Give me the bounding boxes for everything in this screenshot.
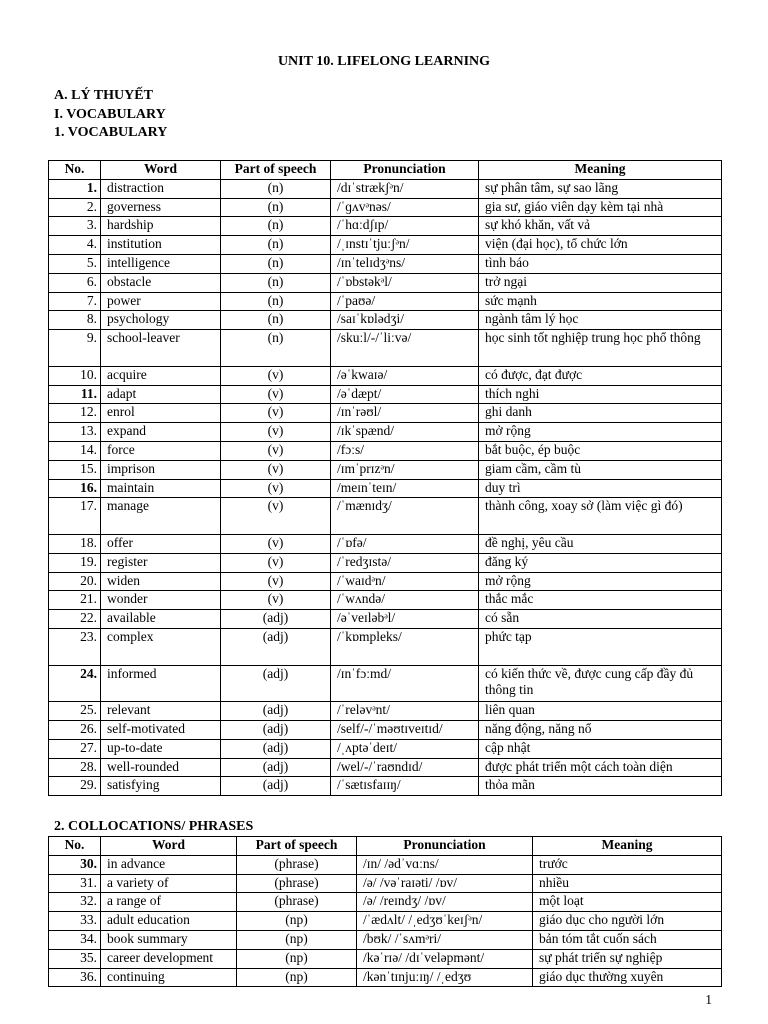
pronunciation-cell: /ˈsætɪsfaɪɪŋ/ (331, 777, 479, 796)
pronunciation-cell: /əˈkwaɪə/ (331, 366, 479, 385)
number-cell: 9. (49, 330, 101, 367)
table-row (49, 179, 722, 198)
meaning-cell: sự phát triển sự nghiệp (533, 949, 722, 968)
meaning-cell: thắc mắc (479, 591, 722, 610)
number-cell: 13. (49, 423, 101, 442)
meaning-cell: cập nhật (479, 739, 722, 758)
pronunciation-cell: /fɔːs/ (331, 441, 479, 460)
pronunciation-cell: /ˌʌptəˈdeɪt/ (331, 739, 479, 758)
number-cell: 21. (49, 591, 101, 610)
word-cell: expand (101, 423, 221, 442)
pronunciation-cell: /ˈwaɪdᵊn/ (331, 572, 479, 591)
pronunciation-cell: /saɪˈkɒlədʒi/ (331, 311, 479, 330)
word-cell: distraction (101, 179, 221, 198)
pronunciation-cell: /ə/ /vəˈraɪəti/ /ɒv/ (357, 874, 533, 893)
part-of-speech-cell: (n) (221, 273, 331, 292)
part-of-speech-cell: (np) (237, 949, 357, 968)
meaning-cell: bản tóm tắt cuốn sách (533, 930, 722, 949)
meaning-cell: ghi danh (479, 404, 722, 423)
number-cell: 27. (49, 739, 101, 758)
pronunciation-cell: /meɪnˈteɪn/ (331, 479, 479, 498)
meaning-cell: sự khó khăn, vất vả (479, 217, 722, 236)
part-of-speech-cell: (np) (237, 930, 357, 949)
part-of-speech-cell: (n) (221, 330, 331, 367)
number-cell: 6. (49, 273, 101, 292)
table-row (49, 591, 722, 610)
meaning-cell: có sẵn (479, 610, 722, 629)
pronunciation-cell: /əˈdæpt/ (331, 385, 479, 404)
meaning-cell: có được, đạt được (479, 366, 722, 385)
word-cell: adult education (101, 912, 237, 931)
meaning-cell: trước (533, 855, 722, 874)
part-of-speech-cell: (n) (221, 198, 331, 217)
table-row (49, 330, 722, 367)
table-row (49, 874, 722, 893)
word-cell: offer (101, 534, 221, 553)
word-cell: widen (101, 572, 221, 591)
number-cell: 26. (49, 720, 101, 739)
word-cell: maintain (101, 479, 221, 498)
word-cell: book summary (101, 930, 237, 949)
table-row (49, 441, 722, 460)
word-cell: relevant (101, 702, 221, 721)
table-row (49, 254, 722, 273)
part-of-speech-cell: (v) (221, 572, 331, 591)
word-cell: intelligence (101, 254, 221, 273)
table-row (49, 423, 722, 442)
pronunciation-cell: /ɪkˈspænd/ (331, 423, 479, 442)
part-of-speech-cell: (phrase) (237, 874, 357, 893)
number-cell: 28. (49, 758, 101, 777)
pronunciation-cell: /bʊk/ /ˈsʌmᵊri/ (357, 930, 533, 949)
pronunciation-cell: /wel/-/ˈraʊndɪd/ (331, 758, 479, 777)
number-cell: 4. (49, 236, 101, 255)
meaning-cell: giáo dục thường xuyên (533, 968, 722, 987)
pronunciation-cell: /ˌɪnstɪˈtjuːʃᵊn/ (331, 236, 479, 255)
number-cell: 33. (49, 912, 101, 931)
pronunciation-cell: /ə/ /reɪndʒ/ /ɒv/ (357, 893, 533, 912)
number-cell: 17. (49, 498, 101, 535)
number-cell: 11. (49, 385, 101, 404)
word-cell: well-rounded (101, 758, 221, 777)
part-of-speech-cell: (v) (221, 404, 331, 423)
part-of-speech-cell: (n) (221, 292, 331, 311)
meaning-cell: được phát triển một cách toàn diện (479, 758, 722, 777)
word-cell: adapt (101, 385, 221, 404)
part-of-speech-cell: (adj) (221, 628, 331, 665)
number-cell: 14. (49, 441, 101, 460)
part-of-speech-cell: (v) (221, 385, 331, 404)
word-cell: register (101, 553, 221, 572)
meaning-cell: thích nghi (479, 385, 722, 404)
number-cell: 25. (49, 702, 101, 721)
pronunciation-cell: /ˈhɑːdʃɪp/ (331, 217, 479, 236)
part-of-speech-cell: (v) (221, 553, 331, 572)
column-header-word: Word (101, 161, 221, 180)
number-cell: 34. (49, 930, 101, 949)
table-row (49, 572, 722, 591)
word-cell: institution (101, 236, 221, 255)
part-of-speech-cell: (n) (221, 311, 331, 330)
table-row (49, 217, 722, 236)
table-row (49, 739, 722, 758)
pronunciation-cell: /ˈreləvᵊnt/ (331, 702, 479, 721)
number-cell: 20. (49, 572, 101, 591)
number-cell: 29. (49, 777, 101, 796)
column-header-number: No. (49, 161, 101, 180)
meaning-cell: thành công, xoay sở (làm việc gì đó) (479, 498, 722, 535)
vocabulary-table (48, 160, 722, 796)
table-row (49, 912, 722, 931)
table-row (49, 553, 722, 572)
part-of-speech-cell: (v) (221, 460, 331, 479)
number-cell: 24. (49, 665, 101, 702)
table-row (49, 498, 722, 535)
number-cell: 16. (49, 479, 101, 498)
number-cell: 15. (49, 460, 101, 479)
page-number: 1 (705, 992, 712, 1007)
word-cell: in advance (101, 855, 237, 874)
number-cell: 32. (49, 893, 101, 912)
section-heading-1: 1. VOCABULARY (54, 125, 168, 140)
word-cell: imprison (101, 460, 221, 479)
part-of-speech-cell: (np) (237, 968, 357, 987)
word-cell: available (101, 610, 221, 629)
part-of-speech-cell: (adj) (221, 665, 331, 702)
column-header-pronunciation: Pronunciation (331, 161, 479, 180)
meaning-cell: giam cầm, cầm tù (479, 460, 722, 479)
word-cell: up-to-date (101, 739, 221, 758)
number-cell: 30. (49, 855, 101, 874)
pronunciation-cell: /dɪˈstrækʃᵊn/ (331, 179, 479, 198)
table-row (49, 534, 722, 553)
number-cell: 5. (49, 254, 101, 273)
word-cell: school-leaver (101, 330, 221, 367)
pronunciation-cell: /ɪn/ /ədˈvɑːns/ (357, 855, 533, 874)
pronunciation-cell: /ˈædʌlt/ /ˌedʒʊˈkeɪʃᵊn/ (357, 912, 533, 931)
part-of-speech-cell: (v) (221, 534, 331, 553)
part-of-speech-cell: (adj) (221, 758, 331, 777)
table-row (49, 893, 722, 912)
part-of-speech-cell: (n) (221, 254, 331, 273)
number-cell: 7. (49, 292, 101, 311)
word-cell: enrol (101, 404, 221, 423)
part-of-speech-cell: (v) (221, 423, 331, 442)
section-heading-i: I. VOCABULARY (54, 107, 166, 122)
part-of-speech-cell: (v) (221, 479, 331, 498)
meaning-cell: mở rộng (479, 423, 722, 442)
meaning-cell: mở rộng (479, 572, 722, 591)
table-row (49, 777, 722, 796)
word-cell: a variety of (101, 874, 237, 893)
meaning-cell: ngành tâm lý học (479, 311, 722, 330)
part-of-speech-cell: (adj) (221, 739, 331, 758)
number-cell: 18. (49, 534, 101, 553)
pronunciation-cell: /ˈɒfə/ (331, 534, 479, 553)
part-of-speech-cell: (phrase) (237, 855, 357, 874)
collocations-table (48, 836, 722, 987)
part-of-speech-cell: (adj) (221, 610, 331, 629)
word-cell: manage (101, 498, 221, 535)
meaning-cell: sự phân tâm, sự sao lãng (479, 179, 722, 198)
pronunciation-cell: /ˈɒbstəkᵊl/ (331, 273, 479, 292)
column-header-word: Word (101, 837, 237, 856)
number-cell: 8. (49, 311, 101, 330)
meaning-cell: duy trì (479, 479, 722, 498)
number-cell: 36. (49, 968, 101, 987)
number-cell: 1. (49, 179, 101, 198)
table-row (49, 236, 722, 255)
number-cell: 35. (49, 949, 101, 968)
word-cell: acquire (101, 366, 221, 385)
column-header-part-of-speech: Part of speech (221, 161, 331, 180)
word-cell: wonder (101, 591, 221, 610)
word-cell: governess (101, 198, 221, 217)
table-row (49, 404, 722, 423)
part-of-speech-cell: (adj) (221, 777, 331, 796)
meaning-cell: đăng ký (479, 553, 722, 572)
number-cell: 12. (49, 404, 101, 423)
word-cell: self-motivated (101, 720, 221, 739)
table-row (49, 968, 722, 987)
pronunciation-cell: /əˈveɪləbᵊl/ (331, 610, 479, 629)
part-of-speech-cell: (v) (221, 366, 331, 385)
meaning-cell: có kiến thức về, được cung cấp đầy đủ thông tin (479, 665, 722, 702)
word-cell: complex (101, 628, 221, 665)
pronunciation-cell: /ˈkɒmpleks/ (331, 628, 479, 665)
part-of-speech-cell: (v) (221, 591, 331, 610)
meaning-cell: giáo dục cho người lớn (533, 912, 722, 931)
part-of-speech-cell: (np) (237, 912, 357, 931)
number-cell: 2. (49, 198, 101, 217)
part-of-speech-cell: (v) (221, 441, 331, 460)
table-row (49, 311, 722, 330)
meaning-cell: sức mạnh (479, 292, 722, 311)
meaning-cell: một loạt (533, 893, 722, 912)
column-header-meaning: Meaning (479, 161, 722, 180)
word-cell: satisfying (101, 777, 221, 796)
table-row (49, 273, 722, 292)
meaning-cell: nhiều (533, 874, 722, 893)
table-row (49, 855, 722, 874)
number-cell: 19. (49, 553, 101, 572)
meaning-cell: phức tạp (479, 628, 722, 665)
meaning-cell: thỏa mãn (479, 777, 722, 796)
pronunciation-cell: /ɪmˈprɪzᵊn/ (331, 460, 479, 479)
pronunciation-cell: /self/-/ˈməʊtɪveɪtɪd/ (331, 720, 479, 739)
table-row (49, 610, 722, 629)
pronunciation-cell: /skuːl/-/ˈliːvə/ (331, 330, 479, 367)
word-cell: power (101, 292, 221, 311)
meaning-cell: viện (đại học), tổ chức lớn (479, 236, 722, 255)
table-row (49, 479, 722, 498)
word-cell: a range of (101, 893, 237, 912)
section-heading-2: 2. COLLOCATIONS/ PHRASES (54, 819, 254, 834)
meaning-cell: đề nghị, yêu cầu (479, 534, 722, 553)
pronunciation-cell: /ˈmænɪdʒ/ (331, 498, 479, 535)
page-title: UNIT 10. LIFELONG LEARNING (277, 54, 491, 69)
part-of-speech-cell: (phrase) (237, 893, 357, 912)
part-of-speech-cell: (n) (221, 179, 331, 198)
pronunciation-cell: /ɪnˈrəʊl/ (331, 404, 479, 423)
table-row (49, 930, 722, 949)
pronunciation-cell: /ɪnˈfɔːmd/ (331, 665, 479, 702)
meaning-cell: tình báo (479, 254, 722, 273)
part-of-speech-cell: (v) (221, 498, 331, 535)
column-header-pronunciation: Pronunciation (357, 837, 533, 856)
table-row (49, 292, 722, 311)
column-header-number: No. (49, 837, 101, 856)
meaning-cell: gia sư, giáo viên dạy kèm tại nhà (479, 198, 722, 217)
meaning-cell: học sinh tốt nghiệp trung học phổ thông (479, 330, 722, 367)
number-cell: 31. (49, 874, 101, 893)
table-row (49, 949, 722, 968)
meaning-cell: năng động, năng nổ (479, 720, 722, 739)
pronunciation-cell: /ˈwʌndə/ (331, 591, 479, 610)
table-row (49, 460, 722, 479)
word-cell: force (101, 441, 221, 460)
column-header-part-of-speech: Part of speech (237, 837, 357, 856)
meaning-cell: liên quan (479, 702, 722, 721)
section-heading-a: A. LÝ THUYẾT (54, 88, 153, 103)
part-of-speech-cell: (adj) (221, 720, 331, 739)
number-cell: 22. (49, 610, 101, 629)
meaning-cell: bắt buộc, ép buộc (479, 441, 722, 460)
table-row (49, 198, 722, 217)
table-row (49, 628, 722, 665)
word-cell: psychology (101, 311, 221, 330)
word-cell: hardship (101, 217, 221, 236)
table-row (49, 665, 722, 702)
table-row (49, 720, 722, 739)
table-row (49, 366, 722, 385)
word-cell: obstacle (101, 273, 221, 292)
table-row (49, 758, 722, 777)
table-row (49, 385, 722, 404)
word-cell: continuing (101, 968, 237, 987)
pronunciation-cell: /kənˈtɪnjuːɪŋ/ /ˌedʒʊ (357, 968, 533, 987)
pronunciation-cell: /ˈredʒɪstə/ (331, 553, 479, 572)
number-cell: 23. (49, 628, 101, 665)
word-cell: career development (101, 949, 237, 968)
meaning-cell: trở ngại (479, 273, 722, 292)
number-cell: 3. (49, 217, 101, 236)
column-header-meaning: Meaning (533, 837, 722, 856)
pronunciation-cell: /ˈpaʊə/ (331, 292, 479, 311)
pronunciation-cell: /ˈɡʌvᵊnəs/ (331, 198, 479, 217)
table-row (49, 702, 722, 721)
pronunciation-cell: /ɪnˈtelɪdʒᵊns/ (331, 254, 479, 273)
part-of-speech-cell: (n) (221, 217, 331, 236)
number-cell: 10. (49, 366, 101, 385)
pronunciation-cell: /kəˈrɪə/ /dɪˈveləpmənt/ (357, 949, 533, 968)
word-cell: informed (101, 665, 221, 702)
part-of-speech-cell: (adj) (221, 702, 331, 721)
part-of-speech-cell: (n) (221, 236, 331, 255)
